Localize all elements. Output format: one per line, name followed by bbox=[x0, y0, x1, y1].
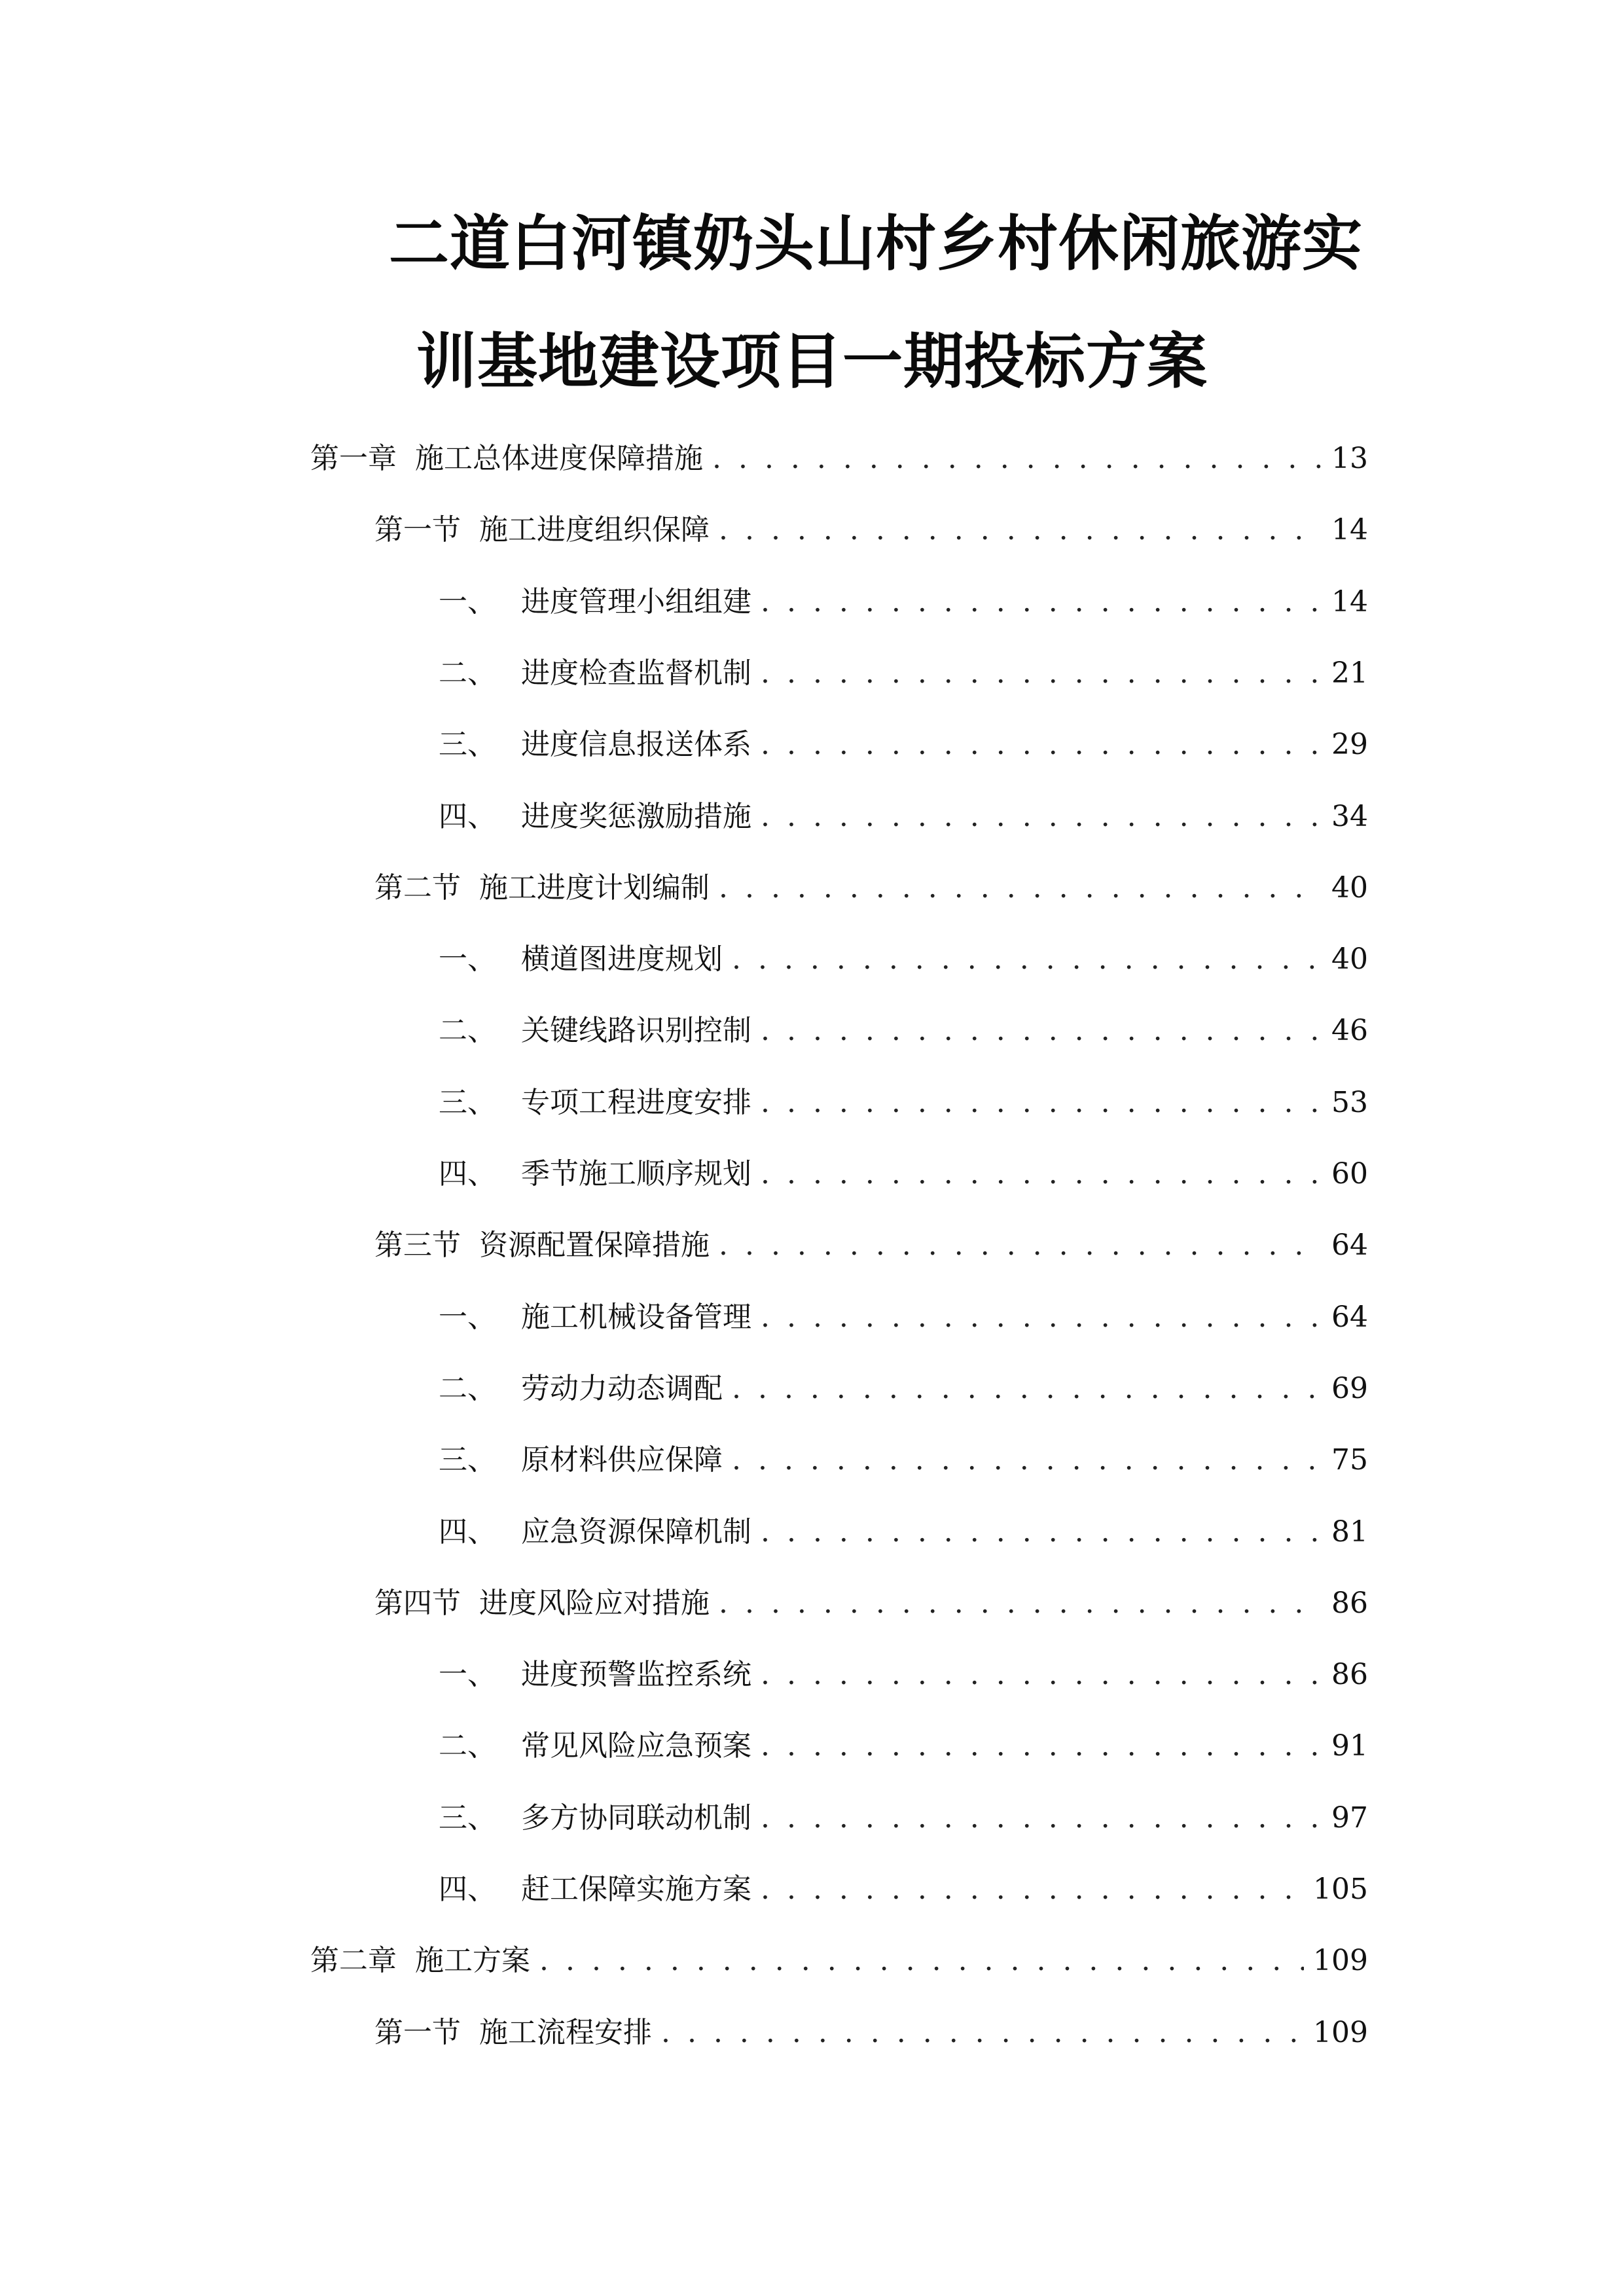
toc-entry[interactable] bbox=[439, 1080, 1368, 1126]
toc-entry-text: 赶工保障实施方案 bbox=[521, 1873, 751, 1906]
toc-entry-text: 施工进度计划编制 bbox=[479, 871, 710, 905]
toc-page-number: 40 bbox=[1331, 871, 1368, 905]
toc-entry-prefix: 四、 bbox=[439, 1157, 496, 1191]
toc-entry-text: 应急资源保障机制 bbox=[521, 1515, 751, 1549]
toc-entry-label bbox=[439, 1509, 751, 1555]
toc-entry-prefix: 一、 bbox=[439, 1300, 496, 1334]
toc-entry-prefix: 第一节 bbox=[374, 513, 461, 547]
toc-entry-text: 专项工程进度安排 bbox=[521, 1086, 751, 1119]
toc-entry[interactable] bbox=[439, 579, 1368, 625]
toc-entry-prefix: 二、 bbox=[439, 1372, 496, 1405]
toc-entry[interactable] bbox=[374, 865, 1368, 911]
toc-entry-label bbox=[374, 1581, 710, 1626]
toc-entry-prefix: 第三节 bbox=[374, 1229, 461, 1262]
toc-entry-prefix: 三、 bbox=[439, 728, 496, 761]
toc-entry-prefix: 三、 bbox=[439, 1801, 496, 1835]
toc-leader-dots bbox=[719, 1223, 1322, 1268]
toc-page-number: 64 bbox=[1331, 1300, 1368, 1334]
toc-entry-label bbox=[439, 1295, 751, 1340]
toc-entry-prefix: 第一节 bbox=[374, 2016, 461, 2049]
toc-entry-prefix: 二、 bbox=[439, 656, 496, 690]
toc-leader-dots bbox=[732, 1437, 1322, 1483]
toc-entry[interactable] bbox=[439, 722, 1368, 768]
toc-entry-text: 劳动力动态调配 bbox=[521, 1372, 723, 1405]
toc-entry-label bbox=[439, 1867, 751, 1912]
toc-page-number: 97 bbox=[1331, 1801, 1368, 1835]
toc-leader-dots bbox=[761, 1795, 1322, 1841]
toc-leader-dots bbox=[719, 865, 1322, 911]
document-title-line-2: 训基地建设项目一期投标方案 bbox=[416, 327, 1208, 397]
toc-entry-prefix: 第二节 bbox=[374, 871, 461, 905]
toc-page-number: 86 bbox=[1331, 1658, 1368, 1691]
toc-entry-prefix: 三、 bbox=[439, 1443, 496, 1477]
toc-entry[interactable] bbox=[439, 1008, 1368, 1054]
toc-page-number: 69 bbox=[1331, 1372, 1368, 1405]
toc-entry-text: 进度预警监控系统 bbox=[521, 1658, 751, 1691]
toc-leader-dots bbox=[712, 436, 1322, 482]
toc-entry-text: 资源配置保障措施 bbox=[479, 1229, 710, 1262]
toc-page-number: 81 bbox=[1331, 1515, 1368, 1549]
toc-page-number: 109 bbox=[1313, 2016, 1368, 2049]
toc-entry[interactable] bbox=[439, 794, 1368, 840]
toc-entry-label bbox=[439, 1008, 751, 1054]
toc-leader-dots bbox=[761, 1723, 1322, 1769]
toc-page-number: 40 bbox=[1331, 942, 1368, 976]
toc-entry[interactable] bbox=[439, 1652, 1368, 1698]
toc-page-number: 46 bbox=[1331, 1014, 1368, 1047]
toc-entry-label bbox=[439, 579, 751, 625]
toc-page-number: 64 bbox=[1331, 1229, 1368, 1262]
toc-leader-dots bbox=[661, 2010, 1304, 2056]
toc-entry[interactable] bbox=[374, 1581, 1368, 1626]
toc-page-number: 13 bbox=[1331, 442, 1368, 475]
toc-entry[interactable] bbox=[439, 1295, 1368, 1340]
toc-entry[interactable] bbox=[374, 1223, 1368, 1268]
toc-entry[interactable] bbox=[439, 1437, 1368, 1483]
toc-page-number: 29 bbox=[1331, 728, 1368, 761]
toc-leader-dots bbox=[761, 1080, 1322, 1126]
toc-entry-label bbox=[439, 1652, 751, 1698]
toc-leader-dots bbox=[761, 722, 1322, 768]
toc-leader-dots bbox=[761, 1295, 1322, 1340]
toc-entry-label bbox=[439, 1080, 751, 1126]
toc-entry-text: 施工机械设备管理 bbox=[521, 1300, 751, 1334]
toc-entry-label bbox=[439, 1437, 723, 1483]
toc-entry-text: 施工进度组织保障 bbox=[479, 513, 710, 547]
toc-entry-label bbox=[439, 1723, 751, 1769]
toc-entry[interactable] bbox=[374, 2010, 1368, 2056]
toc-entry-prefix: 四、 bbox=[439, 800, 496, 833]
toc-entry-text: 施工流程安排 bbox=[479, 2016, 652, 2049]
toc-entry-text: 常见风险应急预案 bbox=[521, 1729, 751, 1763]
document-title-line-1: 二道白河镇奶头山村乡村休闲旅游实 bbox=[389, 209, 1363, 279]
toc-entry-label bbox=[439, 1366, 723, 1412]
toc-entry-text: 进度风险应对措施 bbox=[479, 1587, 710, 1620]
toc-leader-dots bbox=[761, 1652, 1322, 1698]
toc-page-number: 105 bbox=[1313, 1873, 1368, 1906]
toc-leader-dots bbox=[761, 651, 1322, 696]
toc-entry[interactable] bbox=[439, 1366, 1368, 1412]
toc-page-number: 75 bbox=[1331, 1443, 1368, 1477]
toc-entry-text: 原材料供应保障 bbox=[521, 1443, 723, 1477]
toc-entry-prefix: 一、 bbox=[439, 1658, 496, 1691]
toc-leader-dots bbox=[761, 794, 1322, 840]
toc-entry[interactable] bbox=[310, 436, 1368, 482]
toc-leader-dots bbox=[732, 1366, 1322, 1412]
toc-leader-dots bbox=[761, 1509, 1322, 1555]
toc-entry-text: 关键线路识别控制 bbox=[521, 1014, 751, 1047]
toc-entry-prefix: 四、 bbox=[439, 1873, 496, 1906]
toc-entry-text: 进度检查监督机制 bbox=[521, 656, 751, 690]
toc-entry-text: 季节施工顺序规划 bbox=[521, 1157, 751, 1191]
toc-entry-label bbox=[374, 2010, 652, 2056]
toc-entry[interactable] bbox=[374, 507, 1368, 553]
toc-entry-label bbox=[374, 1223, 710, 1268]
toc-entry-label bbox=[374, 507, 710, 553]
toc-entry-label bbox=[310, 1938, 530, 1984]
toc-entry[interactable] bbox=[439, 1509, 1368, 1555]
toc-entry-label bbox=[439, 1795, 751, 1841]
toc-entry[interactable] bbox=[439, 1795, 1368, 1841]
toc-page-number: 21 bbox=[1331, 656, 1368, 690]
toc-leader-dots bbox=[719, 507, 1322, 553]
toc-entry[interactable] bbox=[310, 1938, 1368, 1984]
toc-entry-prefix: 一、 bbox=[439, 585, 496, 619]
toc-entry-label bbox=[439, 651, 751, 696]
toc-page-number: 86 bbox=[1331, 1587, 1368, 1620]
toc-entry-prefix: 三、 bbox=[439, 1086, 496, 1119]
toc-entry-label bbox=[439, 937, 723, 982]
toc-leader-dots bbox=[761, 1008, 1322, 1054]
toc-leader-dots bbox=[761, 1867, 1304, 1912]
toc-page-number: 91 bbox=[1331, 1729, 1368, 1763]
toc-entry-prefix: 一、 bbox=[439, 942, 496, 976]
toc-entry-prefix: 第四节 bbox=[374, 1587, 461, 1620]
toc-leader-dots bbox=[761, 579, 1322, 625]
toc-page-number: 53 bbox=[1331, 1086, 1368, 1119]
toc-leader-dots bbox=[539, 1938, 1304, 1984]
toc-entry[interactable] bbox=[439, 937, 1368, 982]
toc-leader-dots bbox=[761, 1151, 1322, 1197]
toc-entry-prefix: 二、 bbox=[439, 1014, 496, 1047]
toc-entry-prefix: 第一章 bbox=[310, 442, 397, 475]
toc-entry-text: 施工方案 bbox=[415, 1944, 530, 1977]
toc-entry[interactable] bbox=[439, 651, 1368, 696]
toc-page-number: 109 bbox=[1313, 1944, 1368, 1977]
toc-entry-label bbox=[374, 865, 710, 911]
toc-entry-text: 进度奖惩激励措施 bbox=[521, 800, 751, 833]
toc-entry[interactable] bbox=[439, 1867, 1368, 1912]
toc-entry-text: 施工总体进度保障措施 bbox=[415, 442, 703, 475]
toc-leader-dots bbox=[732, 937, 1322, 982]
toc-page-number: 14 bbox=[1331, 585, 1368, 619]
toc-entry-text: 多方协同联动机制 bbox=[521, 1801, 751, 1835]
toc-entry-prefix: 四、 bbox=[439, 1515, 496, 1549]
toc-entry-text: 进度管理小组组建 bbox=[521, 585, 751, 619]
toc-entry-prefix: 二、 bbox=[439, 1729, 496, 1763]
toc-page-number: 60 bbox=[1331, 1157, 1368, 1191]
toc-entry-label bbox=[439, 794, 751, 840]
toc-entry[interactable] bbox=[439, 1151, 1368, 1197]
toc-page-number: 14 bbox=[1331, 513, 1368, 547]
toc-entry-prefix: 第二章 bbox=[310, 1944, 397, 1977]
toc-entry-text: 横道图进度规划 bbox=[521, 942, 723, 976]
toc-entry-label bbox=[439, 722, 751, 768]
toc-entry[interactable] bbox=[439, 1723, 1368, 1769]
toc-entry-label bbox=[310, 436, 703, 482]
toc-leader-dots bbox=[719, 1581, 1322, 1626]
toc-entry-label bbox=[439, 1151, 751, 1197]
toc-page-number: 34 bbox=[1331, 800, 1368, 833]
toc-entry-text: 进度信息报送体系 bbox=[521, 728, 751, 761]
